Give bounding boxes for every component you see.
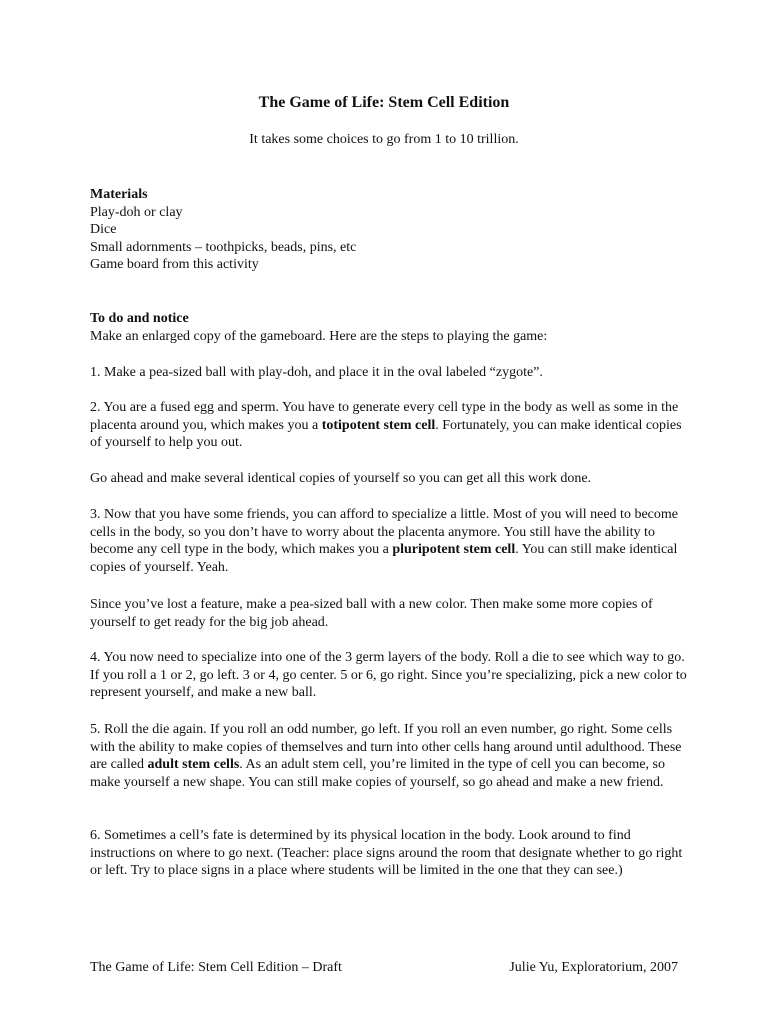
step-5-text-end: . As an adult stem cell, you’re limited in the type of cell you can become, so make yourself a new shape. You can still make copies of yourself, so go ahead and make a new friend.: [90, 757, 665, 790]
step-6: 6. Sometimes a cell’s fate is determined by its physical location in the body. Look around to find instructions on where to go next. (Teacher: place signs around the room that designate whether to go right or left. Try to place signs in a place where students will be limited in the one that they can see.): [90, 828, 683, 879]
step-1: 1. Make a pea-sized ball with play-doh, and place it in the oval labeled “zygote”.: [90, 365, 543, 380]
step-2-term: totipotent stem cell: [321, 417, 436, 433]
step-3: [90, 506, 690, 576]
step-3-term: pluripotent stem cell: [392, 542, 516, 558]
materials-section: [90, 186, 690, 274]
step-5: [90, 721, 690, 791]
todo-intro: Make an enlarged copy of the gameboard. Here are the steps to playing the game:: [90, 328, 548, 344]
step-3-text: 3. Now that you have some friends, you can afford to specialize a little. Most of you will need to become cells in the body, so you don’t have to worry about the placenta anymore. You still have the ability to become any cell type in the body, which makes you a: [90, 507, 678, 558]
step-2: [90, 399, 690, 452]
materials-item: Play-doh or clay: [90, 204, 183, 220]
materials-item: Dice: [90, 222, 117, 238]
step-2-followup: Go ahead and make several identical copies of yourself so you can get all this work done.: [90, 471, 592, 486]
todo-heading: To do and notice: [90, 311, 189, 326]
footer-right: Julie Yu, Exploratorium, 2007: [509, 960, 678, 975]
footer-left: The Game of Life: Stem Cell Edition – Draft: [90, 960, 342, 975]
step-2-text-end: . Fortunately, you can make identical copies of yourself to help you out.: [90, 417, 682, 451]
step-3-text-end: . You can still make identical copies of yourself. Yeah.: [90, 542, 678, 575]
step-3-followup: Since you’ve lost a feature, make a pea-sized ball with a new color. Then make some more copies of yourself to get ready for the big job ahead.: [90, 597, 653, 630]
step-2-text: 2. You are a fused egg and sperm. You have to generate every cell type in the body as well as some in the placenta around you, which makes you a: [90, 400, 679, 433]
todo-section: [90, 310, 690, 345]
page-title: The Game of Life: Stem Cell Edition: [258, 94, 510, 111]
step-5-text: 5. Roll the die again. If you roll an odd number, go left. If you roll an even number, go right. Some cells with the ability to make copies of themselves and turn into other cells hang around until adulthood. These are called: [90, 722, 682, 773]
step-5-term: adult stem cells: [147, 757, 240, 773]
materials-item: Small adornments – toothpicks, beads, pins, etc: [90, 239, 357, 255]
page-subtitle: It takes some choices to go from 1 to 10 trillion.: [249, 132, 519, 147]
materials-item: Game board from this activity: [90, 257, 259, 273]
step-4: 4. You now need to specialize into one of the 3 germ layers of the body. Roll a die to see which way to go. If you roll a 1 or 2, go left. 3 or 4, go center. 5 or 6, go right. Since you’re specializing, pick a new color to represent yourself, and make a new ball.: [90, 650, 687, 701]
materials-heading: Materials: [90, 187, 148, 202]
